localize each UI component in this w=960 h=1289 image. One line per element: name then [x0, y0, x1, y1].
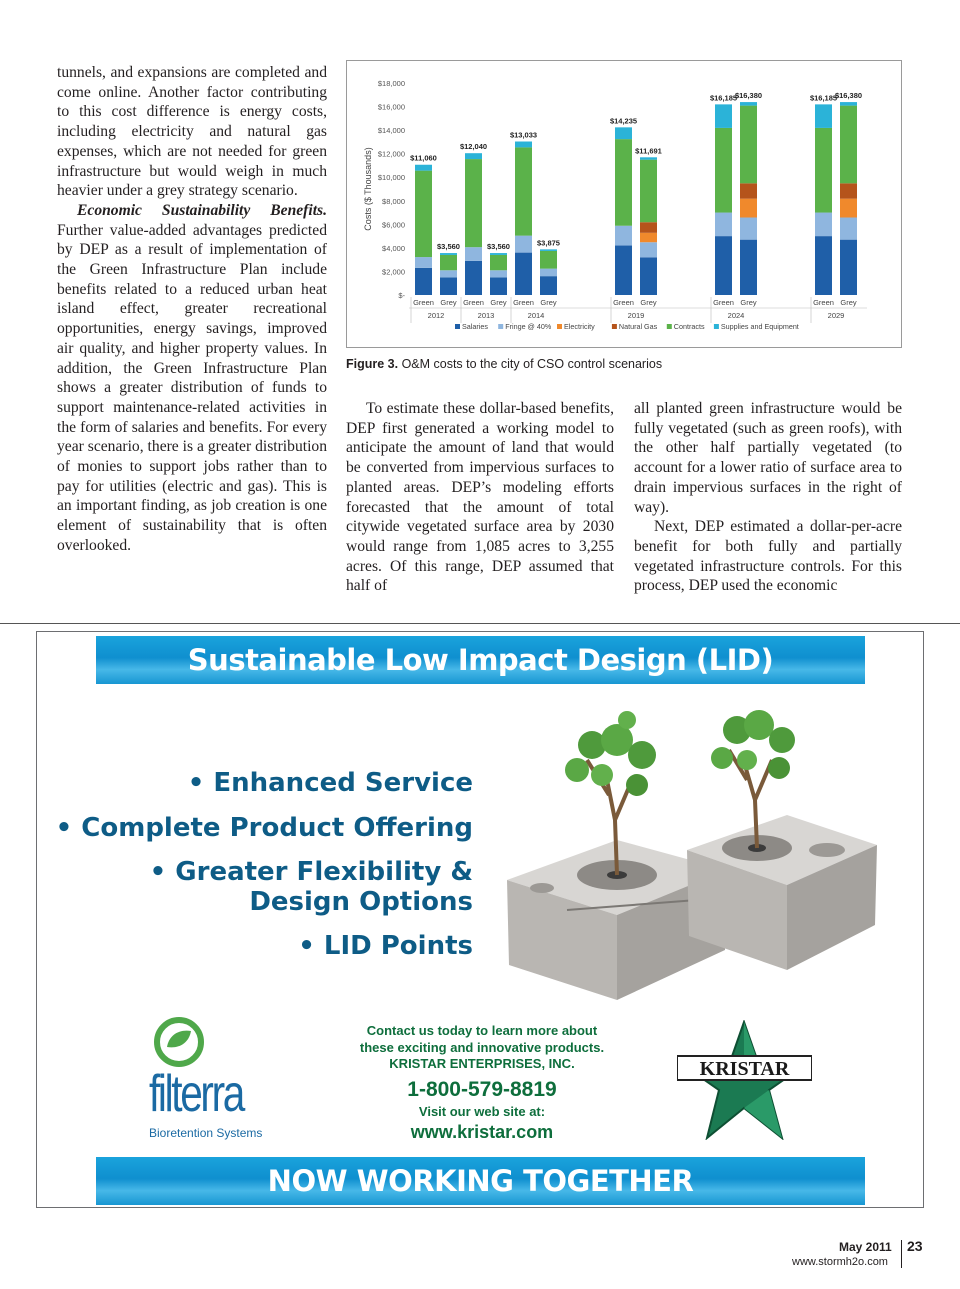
ad-title: Sustainable Low Impact Design (LID): [96, 636, 865, 684]
phone-number: 1-800-579-8819: [407, 1078, 557, 1101]
bar-segment: [440, 255, 457, 270]
figure-caption-text: O&M costs to the city of CSO control scenarios: [398, 357, 663, 371]
bar-total-label: $12,040: [459, 142, 488, 152]
bar-segment: [840, 183, 857, 198]
bar-segment: [615, 127, 632, 139]
bar-category-label: Grey: [540, 298, 557, 307]
bar-segment: [490, 277, 507, 295]
bar-segment: [465, 261, 482, 295]
bar-segment: [640, 242, 657, 257]
run-in-heading: Economic Sustainability Benefits.: [77, 201, 327, 219]
year-label: 2014: [527, 311, 545, 320]
paragraph-body: Further value-added advantages predicted by DEP as a result of implementation of the Green Infrastructure Plan include benefits related to a reduced urban heat island effect, greater recreational opportunities, energy savings, improved air quality, and higher property values. In addition, the Green Infrastructure Plan shows a greater distribution of funds to support maintenance-related activities in the form of salaries and benefits. For every year scenario, there is a greater distribution of monies to support jobs rather than to pay for utilities (electric and gas). This is an important finding, as job creation is one element of sustainability that is often overlooked.: [57, 221, 327, 554]
legend-label: Natural Gas: [618, 322, 658, 331]
bar-total-label: $14,235: [609, 116, 638, 126]
article-paragraph: To estimate these dollar-based benefits, DEP first generated a working model to anticipate the amount of land that would be converted from impervious surfaces to planted areas. DEP’s modeling efforts forecasted that the amount of total citywide vegetated surface area by 2030 would range from 1,085 acres to 3,255 acres. Of this range, DEP assumed that half of: [346, 400, 614, 595]
legend-label: Supplies and Equipment: [720, 322, 799, 331]
bar-segment: [815, 128, 832, 213]
bar-segment: [615, 139, 632, 226]
chart: [347, 61, 903, 349]
bar-segment: [540, 269, 557, 277]
legend-label: Salaries: [462, 322, 488, 331]
bar-category-label: Grey: [840, 298, 857, 307]
bar-total-label: $11,691: [635, 146, 662, 156]
article-paragraph: [57, 201, 327, 556]
bar-segment: [815, 213, 832, 237]
bar-segment: [815, 236, 832, 295]
bar-category-label: Green: [813, 298, 834, 307]
bar-total-label: $3,875: [537, 238, 560, 248]
divider: [0, 623, 960, 624]
y-tick-label: $2,000: [382, 267, 405, 277]
bar-category-label: Green: [463, 298, 484, 307]
y-tick-label: $18,000: [377, 79, 405, 88]
article-column-left: [57, 63, 327, 556]
legend-swatch: [498, 324, 503, 329]
article-column-right: [634, 399, 902, 596]
bar-total-label: $13,033: [509, 130, 538, 140]
ad-bullet: [150, 857, 473, 917]
year-label: 2024: [727, 311, 745, 320]
article-column-middle: [346, 399, 614, 596]
bar-category-label: Grey: [490, 298, 507, 307]
y-tick-label: $14,000: [377, 126, 405, 136]
bar-segment: [840, 218, 857, 240]
ad-bullet: • LID Points: [298, 931, 473, 961]
legend-swatch: [612, 324, 617, 329]
y-tick-label: $16,000: [377, 102, 405, 112]
bar-segment: [415, 165, 432, 171]
kristar-star-logo: [677, 1020, 812, 1140]
bar-segment: [840, 106, 857, 184]
bar-segment: [740, 102, 757, 106]
bar-segment: [640, 233, 657, 242]
bar-total-label: $16,185: [809, 93, 838, 103]
bar-total-label: $16,380: [734, 91, 763, 101]
bar-segment: [640, 222, 657, 233]
footer-divider: [901, 1240, 902, 1268]
bar-category-label: Grey: [640, 298, 657, 307]
contact-line: these exciting and innovative products.: [359, 1039, 605, 1055]
y-tick-label: $-: [398, 291, 405, 300]
bar-segment: [540, 249, 557, 251]
ad-bullet-line: • Greater Flexibility &: [149, 857, 473, 887]
bar-segment: [490, 255, 507, 270]
y-tick-label: $8,000: [382, 196, 405, 206]
bar-segment: [490, 253, 507, 255]
filterra-tagline: Bioretention Systems: [149, 1126, 263, 1140]
bar-segment: [640, 160, 657, 223]
legend-label: Fringe @ 40%: [505, 322, 552, 331]
bar-total-label: $11,060: [410, 153, 437, 163]
bar-segment: [740, 199, 757, 218]
article-paragraph: all planted green infrastructure would be fully vegetated (such as green roofs), with the other half partially vegetated (to account for a lower ratio of surface area to drain impervious surfaces in the right of way).: [634, 400, 902, 516]
tree-box-planters-illustration: [497, 700, 887, 1000]
bar-segment: [540, 276, 557, 295]
bar-category-label: Green: [513, 298, 534, 307]
legend-swatch: [667, 324, 672, 329]
bar-segment: [440, 277, 457, 295]
bar-segment: [740, 183, 757, 198]
bar-segment: [840, 199, 857, 218]
bar-segment: [515, 142, 532, 148]
bar-segment: [640, 257, 657, 295]
year-label: 2013: [477, 311, 495, 320]
legend-label: Electricity: [564, 322, 595, 331]
visit-label: Visit our web site at:: [418, 1104, 546, 1119]
bar-segment: [715, 236, 732, 295]
bar-segment: [615, 226, 632, 246]
issue-date: May 2011: [839, 1240, 892, 1254]
article-paragraph: Next, DEP estimated a dollar-per-acre benefit for both fully and partially vegetated infrastructure controls. For this process, DEP used the economic: [634, 518, 902, 595]
bar-segment: [640, 157, 657, 159]
bar-segment: [415, 257, 432, 268]
bar-category-label: Grey: [440, 298, 457, 307]
y-tick-label: $12,000: [377, 149, 405, 159]
year-label: 2019: [627, 311, 645, 320]
bar-segment: [490, 270, 507, 277]
filterra-logo-text: filterra: [149, 1065, 243, 1123]
bar-total-label: $16,380: [834, 91, 863, 101]
bar-total-label: $3,560: [437, 242, 460, 252]
bar-segment: [715, 128, 732, 213]
bar-segment: [465, 247, 482, 261]
bar-total-label: $16,185: [709, 93, 738, 103]
bar-segment: [440, 253, 457, 255]
bar-category-label: Green: [413, 298, 434, 307]
bar-segment: [815, 104, 832, 128]
website-link[interactable]: www.kristar.com: [410, 1122, 554, 1142]
bar-segment: [515, 147, 532, 235]
kristar-logo-text: KRISTAR: [699, 1058, 790, 1080]
bar-segment: [415, 268, 432, 295]
bar-segment: [415, 171, 432, 257]
bar-segment: [615, 246, 632, 295]
ad-bullet: • Enhanced Service: [187, 768, 473, 798]
figure-label: Figure 3.: [346, 357, 399, 371]
bar-segment: [740, 218, 757, 240]
bar-segment: [515, 236, 532, 253]
page-number: 23: [907, 1238, 923, 1254]
article-paragraph: tunnels, and expansions are completed and come online. Another factor contributing to this cost difference is energy costs, including electricity and natural gas expenses, which are not needed for green infrastructure but would weigh in much heavier under a grey strategy scenario.: [57, 64, 327, 200]
ad-bullet: • Complete Product Offering: [55, 813, 473, 843]
bar-category-label: Green: [713, 298, 734, 307]
bar-category-label: Grey: [740, 298, 757, 307]
figure-chart: [346, 60, 902, 348]
legend-swatch: [714, 324, 719, 329]
bar-segment: [840, 102, 857, 106]
bar-segment: [515, 253, 532, 295]
legend-swatch: [455, 324, 460, 329]
bar-segment: [715, 213, 732, 237]
contact-line: Contact us today to learn more about: [366, 1023, 598, 1038]
bar-segment: [465, 159, 482, 247]
y-tick-label: $6,000: [382, 220, 405, 230]
bar-segment: [715, 104, 732, 128]
publication-url: www.stormh2o.com: [792, 1256, 888, 1268]
year-label: 2012: [427, 311, 445, 320]
ad-footer-banner: NOW WORKING TOGETHER: [96, 1157, 865, 1205]
bar-segment: [540, 251, 557, 269]
bar-segment: [740, 240, 757, 295]
y-tick-label: $4,000: [382, 243, 405, 253]
bar-segment: [465, 153, 482, 159]
y-tick-label: $10,000: [377, 173, 405, 183]
bar-category-label: Green: [613, 298, 634, 307]
bar-total-label: $3,560: [487, 242, 510, 252]
figure-caption: [346, 357, 662, 371]
bar-segment: [740, 106, 757, 184]
y-axis-label: Costs ($ Thousands): [363, 147, 373, 231]
bar-segment: [440, 270, 457, 277]
year-label: 2029: [827, 311, 845, 320]
ad-bullet-line: Design Options: [249, 887, 473, 917]
bar-segment: [840, 240, 857, 295]
legend-swatch: [557, 324, 562, 329]
advertisement: [36, 631, 924, 1208]
legend-label: Contracts: [673, 322, 705, 331]
contact-block: [327, 1023, 637, 1073]
company-name: KRISTAR ENTERPRISES, INC.: [389, 1056, 575, 1071]
